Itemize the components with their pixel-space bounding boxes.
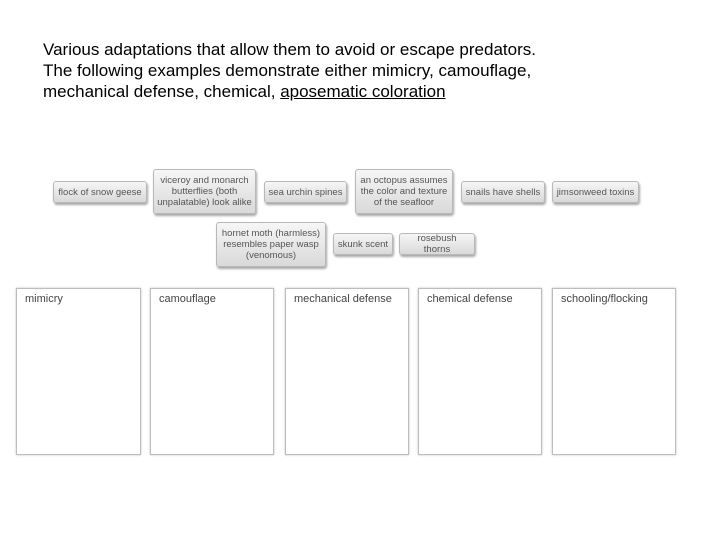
tile-viceroy-monarch[interactable]: viceroy and monarch butterflies (both unpalatable) look alike — [153, 169, 256, 214]
instructions-line-2: The following examples demonstrate either mimicry, camouflage, — [43, 61, 532, 80]
bin-camouflage[interactable] — [150, 288, 274, 455]
instructions-line-1: Various adaptations that allow them to avoid or escape predators. — [43, 40, 536, 59]
bin-chemical-defense[interactable] — [418, 288, 542, 455]
instructions — [43, 39, 703, 102]
bin-label-chemical-defense: chemical defense — [427, 293, 513, 305]
tile-skunk-scent[interactable]: skunk scent — [333, 233, 393, 255]
tile-jimsonweed-toxins[interactable]: jimsonweed toxins — [552, 181, 639, 203]
bin-label-mechanical-defense: mechanical defense — [294, 293, 392, 305]
aposematic-coloration-link: aposematic coloration — [280, 82, 446, 101]
bin-label-schooling-flocking: schooling/flocking — [561, 293, 648, 305]
bin-mimicry[interactable] — [16, 288, 141, 455]
instructions-line-3-text: mechanical defense, chemical, — [43, 82, 281, 101]
tile-octopus[interactable]: an octopus assumes the color and texture of the seafloor — [355, 169, 453, 214]
bin-schooling-flocking[interactable] — [552, 288, 676, 455]
tile-rosebush-thorns[interactable]: rosebush thorns — [399, 233, 475, 255]
bin-mechanical-defense[interactable] — [285, 288, 409, 455]
tile-hornet-moth[interactable]: hornet moth (harmless) resembles paper wasp (venomous) — [216, 222, 326, 267]
bin-label-mimicry: mimicry — [25, 293, 63, 305]
tile-flock-of-snow-geese[interactable]: flock of snow geese — [53, 181, 147, 203]
bin-label-camouflage: camouflage — [159, 293, 216, 305]
tile-sea-urchin-spines[interactable]: sea urchin spines — [264, 181, 347, 203]
instructions-line-3 — [43, 81, 703, 102]
tile-snails-have-shells[interactable]: snails have shells — [461, 181, 545, 203]
